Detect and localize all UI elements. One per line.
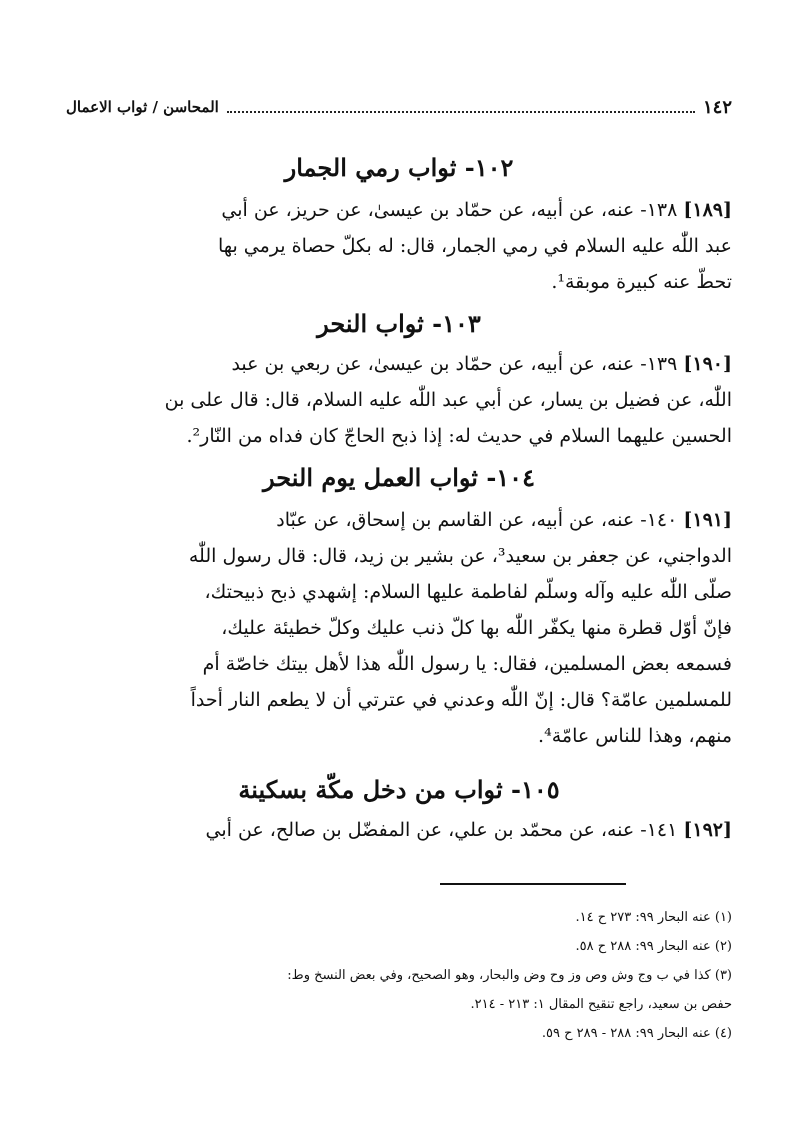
footnote: (٢) عنه البحار ٩٩: ٢٨٨ ح ٥٨.	[575, 939, 732, 954]
paragraph-line: للمسلمين عامّة؟ قال: إنّ اللّٰه وعدني في عترتي أن لا يطعم النار أحداً	[190, 689, 732, 711]
footnotes	[66, 903, 732, 1048]
paragraph-line: تحطّ عنه كبيرة موبقة¹.	[551, 271, 732, 293]
paragraph-line: فسمعه بعض المسلمين، فقال: يا رسول اللّٰه هذا لأهل بيتك خاصّة أم	[202, 653, 732, 675]
paragraph-line: صلّى اللّٰه عليه وآله وسلّم لفاطمة عليها السلام: إشهدي ذبح ذبيحتك،	[204, 581, 732, 603]
hadith-190	[66, 346, 732, 454]
paragraph-line: عبد اللّٰه عليه السلام في رمي الجمار، قال: له بكلّ حصاة يرمي بها	[217, 235, 732, 257]
footnote: حفص بن سعيد، راجع تنقيح المقال ١: ٢١٣ - ٢١٤.	[470, 997, 732, 1012]
section-heading-102: ١٠٢- ثواب رمي الجمار	[284, 153, 514, 182]
paragraph-line: [١٩٢] ١٤١- عنه، عن محمّد بن علي، عن المفضّل بن صالح، عن أبي	[205, 819, 732, 841]
paragraph-line: [١٨٩] ١٣٨- عنه، عن أبيه، عن حمّاد بن عيسىٰ، عن حريز، عن أبي	[221, 199, 732, 221]
leader-dots	[227, 101, 695, 113]
running-title: المحاسن / ثواب الاعمال	[66, 98, 219, 116]
hadith-189	[66, 192, 732, 300]
paragraph-line: منهم، وهذا للناس عامّة⁴.	[538, 725, 732, 747]
footnote: (٤) عنه البحار ٩٩: ٢٨٨ - ٢٨٩ ح ٥٩.	[541, 1026, 732, 1041]
section-heading-103: ١٠٣- ثواب النحر	[317, 309, 481, 338]
hadith-191	[66, 502, 732, 754]
paragraph-line: الدواجني، عن جعفر بن سعيد³، عن بشير بن زيد، قال: قال رسول اللّٰه	[188, 545, 732, 567]
running-head	[66, 92, 732, 122]
paragraph-line: اللّٰه، عن فضيل بن يسار، عن أبي عبد اللّٰه عليه السلام، قال: قال على بن	[164, 389, 732, 411]
footnote-rule	[440, 883, 626, 885]
hadith-number: [١٩٠]	[683, 353, 732, 375]
paragraph-line: [١٩١] ١٤٠- عنه، عن أبيه، عن القاسم بن إسحاق، عن عبّاد	[276, 509, 732, 531]
paragraph-line: فإنّ أوّل قطرة منها يكفّر اللّٰه بها كلّ ذنب عليك وكلّ خطيئة عليك،	[221, 617, 732, 639]
section-heading-104: ١٠٤- ثواب العمل يوم النحر	[263, 463, 535, 492]
footnote: (٣) كذا في ب وج وش وص وز وح وض والبحار، وهو الصحيح، وفي بعض النسخ وط:	[287, 968, 732, 983]
paragraph-line: الحسين عليهما السلام في حديث له: إذا ذبح الحاجّ كان فداه من النّار².	[186, 425, 732, 447]
hadith-number: [١٨٩]	[683, 199, 732, 221]
hadith-192	[66, 812, 732, 848]
page-number: ١٤٢	[702, 96, 732, 118]
hadith-number: [١٩٢]	[683, 819, 732, 841]
hadith-number: [١٩١]	[683, 509, 732, 531]
paragraph-line: [١٩٠] ١٣٩- عنه، عن أبيه، عن حمّاد بن عيسىٰ، عن ربعي بن عبد	[231, 353, 732, 375]
section-heading-105: ١٠٥- ثواب من دخل مكّة بسكينة	[238, 775, 560, 804]
footnote: (١) عنه البحار ٩٩: ٢٧٣ ح ١٤.	[575, 910, 732, 925]
